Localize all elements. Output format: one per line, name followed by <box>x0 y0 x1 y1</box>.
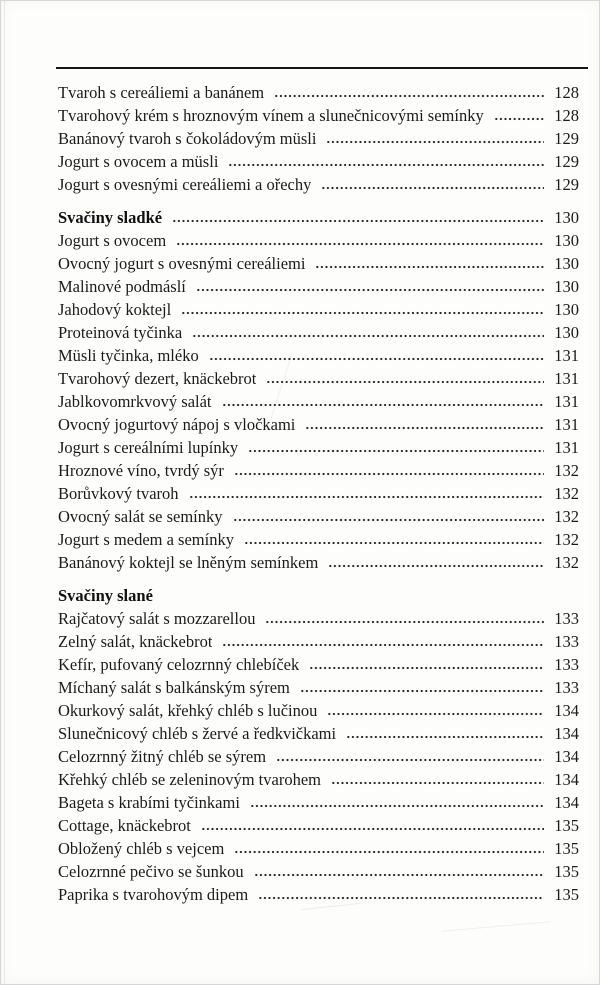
toc-entry <box>58 528 579 551</box>
dot-leader <box>250 803 544 808</box>
entry-title: Obložený chléb s vejcem <box>58 839 225 858</box>
toc-entry <box>58 127 579 150</box>
page-number: 132 <box>554 484 579 503</box>
toc-entry <box>58 505 579 528</box>
toc-entry <box>58 81 579 104</box>
toc-section-header <box>58 206 579 229</box>
dot-leader <box>274 93 544 98</box>
toc-entry <box>58 275 579 298</box>
dot-leader <box>209 356 544 361</box>
scan-edge-line <box>4 1 5 985</box>
toc-entry <box>58 436 579 459</box>
entry-title: Míchaný salát s balkánským sýrem <box>58 678 290 697</box>
toc-entry <box>58 229 579 252</box>
toc-entry <box>58 768 579 791</box>
dot-leader <box>201 826 544 831</box>
page-number: 135 <box>554 816 579 835</box>
dot-leader <box>234 471 544 476</box>
toc-entry <box>58 150 579 173</box>
entry-title: Bageta s krabími tyčinkami <box>58 793 240 812</box>
entry-title: Ovocný jogurt s ovesnými cereáliemi <box>58 254 306 273</box>
dot-leader <box>234 849 544 854</box>
page-number: 132 <box>554 530 579 549</box>
page-number: 130 <box>554 254 579 273</box>
dot-leader <box>176 241 544 246</box>
page-number: 132 <box>554 507 579 526</box>
dot-leader <box>305 425 544 430</box>
page-number: 131 <box>554 369 579 388</box>
entry-title: Jogurt s ovesnými cereáliemi a ořechy <box>58 175 312 194</box>
toc-entry <box>58 630 579 653</box>
entry-title: Celozrnný žitný chléb se sýrem <box>58 747 267 766</box>
entry-title: Proteinová tyčinka <box>58 323 183 342</box>
page-number: 131 <box>554 346 579 365</box>
entry-title: Müsli tyčinka, mléko <box>58 346 199 365</box>
page-number: 129 <box>554 175 579 194</box>
page-number: 135 <box>554 885 579 904</box>
toc-entry <box>58 722 579 745</box>
page-number: 131 <box>554 438 579 457</box>
entry-title: Jablkovomrkvový salát <box>58 392 212 411</box>
toc-list <box>58 81 579 906</box>
dot-leader <box>196 287 544 292</box>
page-number: 132 <box>554 461 579 480</box>
dot-leader <box>327 711 544 716</box>
page-number: 134 <box>554 770 579 789</box>
dot-leader <box>331 780 544 785</box>
entry-title: Tvarohový dezert, knäckebrot <box>58 369 257 388</box>
dot-leader <box>276 757 544 762</box>
entry-title: Slunečnicový chléb s žervé a ředkvičkami <box>58 724 337 743</box>
toc-entry <box>58 860 579 883</box>
toc-entry <box>58 344 579 367</box>
page-number: 133 <box>554 678 579 697</box>
dot-leader <box>233 517 544 522</box>
toc-entry <box>58 298 579 321</box>
entry-title: Ovocný salát se semínky <box>58 507 223 526</box>
dot-leader <box>222 642 544 647</box>
toc-entry <box>58 459 579 482</box>
page-number: 135 <box>554 839 579 858</box>
page-number: 134 <box>554 724 579 743</box>
dot-leader <box>266 379 544 384</box>
toc-entry <box>58 676 579 699</box>
dot-leader <box>192 333 544 338</box>
dot-leader <box>222 402 544 407</box>
page-number: 131 <box>554 415 579 434</box>
toc-entry <box>58 390 579 413</box>
dot-leader <box>258 895 544 900</box>
entry-title: Jogurt s ovocem a müsli <box>58 152 219 171</box>
toc-entry <box>58 367 579 390</box>
entry-title: Cottage, knäckebrot <box>58 816 191 835</box>
entry-title: Paprika s tvarohovým dipem <box>58 885 249 904</box>
entry-title: Borůvkový tvaroh <box>58 484 179 503</box>
dot-leader <box>265 619 544 624</box>
entry-title: Banánový koktejl se lněným semínkem <box>58 553 319 572</box>
dot-leader <box>228 162 544 167</box>
dot-leader <box>248 448 544 453</box>
entry-title: Zelný salát, knäckebrot <box>58 632 213 651</box>
toc-entry <box>58 482 579 505</box>
entry-title: Ovocný jogurtový nápoj s vločkami <box>58 415 296 434</box>
page-number: 133 <box>554 655 579 674</box>
entry-title: Okurkový salát, křehký chléb s lučinou <box>58 701 318 720</box>
page-number: 135 <box>554 862 579 881</box>
dot-leader <box>244 540 544 545</box>
page-number: 130 <box>554 208 579 227</box>
toc-entry <box>58 551 579 574</box>
page-number: 128 <box>554 83 579 102</box>
page-number: 130 <box>554 277 579 296</box>
entry-title: Rajčatový salát s mozzarellou <box>58 609 256 628</box>
page-number: 129 <box>554 129 579 148</box>
page-number: 128 <box>554 106 579 125</box>
entry-title: Jogurt s medem a semínky <box>58 530 234 549</box>
page-number: 133 <box>554 632 579 651</box>
dot-leader <box>309 665 544 670</box>
page-number: 130 <box>554 231 579 250</box>
entry-title: Křehký chléb se zeleninovým tvarohem <box>58 770 321 789</box>
toc-section-header <box>58 584 579 607</box>
toc-entry <box>58 837 579 860</box>
entry-title: Banánový tvaroh s čokoládovým müsli <box>58 129 317 148</box>
toc-entry <box>58 791 579 814</box>
dot-leader <box>181 310 544 315</box>
toc-entry <box>58 413 579 436</box>
page-number: 129 <box>554 152 579 171</box>
page-number: 130 <box>554 300 579 319</box>
dot-leader <box>172 218 544 223</box>
dot-leader <box>328 563 544 568</box>
dot-leader <box>315 264 544 269</box>
toc-entry <box>58 607 579 630</box>
page-number: 131 <box>554 392 579 411</box>
dot-leader <box>326 139 544 144</box>
toc-entry <box>58 699 579 722</box>
entry-title: Celozrnné pečivo se šunkou <box>58 862 244 881</box>
entry-title: Malinové podmáslí <box>58 277 186 296</box>
page-number: 134 <box>554 701 579 720</box>
toc-entry <box>58 883 579 906</box>
entry-title: Kefír, pufovaný celozrnný chlebíček <box>58 655 300 674</box>
dot-leader <box>254 872 544 877</box>
dot-leader <box>300 688 544 693</box>
page-number: 132 <box>554 553 579 572</box>
entry-title: Jogurt s ovocem <box>58 231 167 250</box>
page-number: 134 <box>554 793 579 812</box>
entry-title: Jahodový koktejl <box>58 300 172 319</box>
scan-crease-artifact <box>441 921 551 932</box>
entry-title: Tvaroh s cereáliemi a banánem <box>58 83 265 102</box>
entry-title: Svačiny slané <box>58 586 153 605</box>
entry-title: Tvarohový krém s hroznovým vínem a slunečnicovými semínky <box>58 106 484 125</box>
toc-entry <box>58 814 579 837</box>
dot-leader <box>494 116 544 121</box>
toc-entry <box>58 252 579 275</box>
toc-entry <box>58 104 579 127</box>
entry-title: Jogurt s cereálními lupínky <box>58 438 239 457</box>
entry-title: Hroznové víno, tvrdý sýr <box>58 461 224 480</box>
page-number: 130 <box>554 323 579 342</box>
toc-entry <box>58 745 579 768</box>
header-rule <box>56 67 588 69</box>
toc-entry <box>58 173 579 196</box>
dot-leader <box>189 494 544 499</box>
page-number: 134 <box>554 747 579 766</box>
dot-leader <box>321 185 544 190</box>
entry-title: Svačiny sladké <box>58 208 163 227</box>
toc-entry <box>58 321 579 344</box>
toc-entry <box>58 653 579 676</box>
page-number: 133 <box>554 609 579 628</box>
dot-leader <box>346 734 544 739</box>
